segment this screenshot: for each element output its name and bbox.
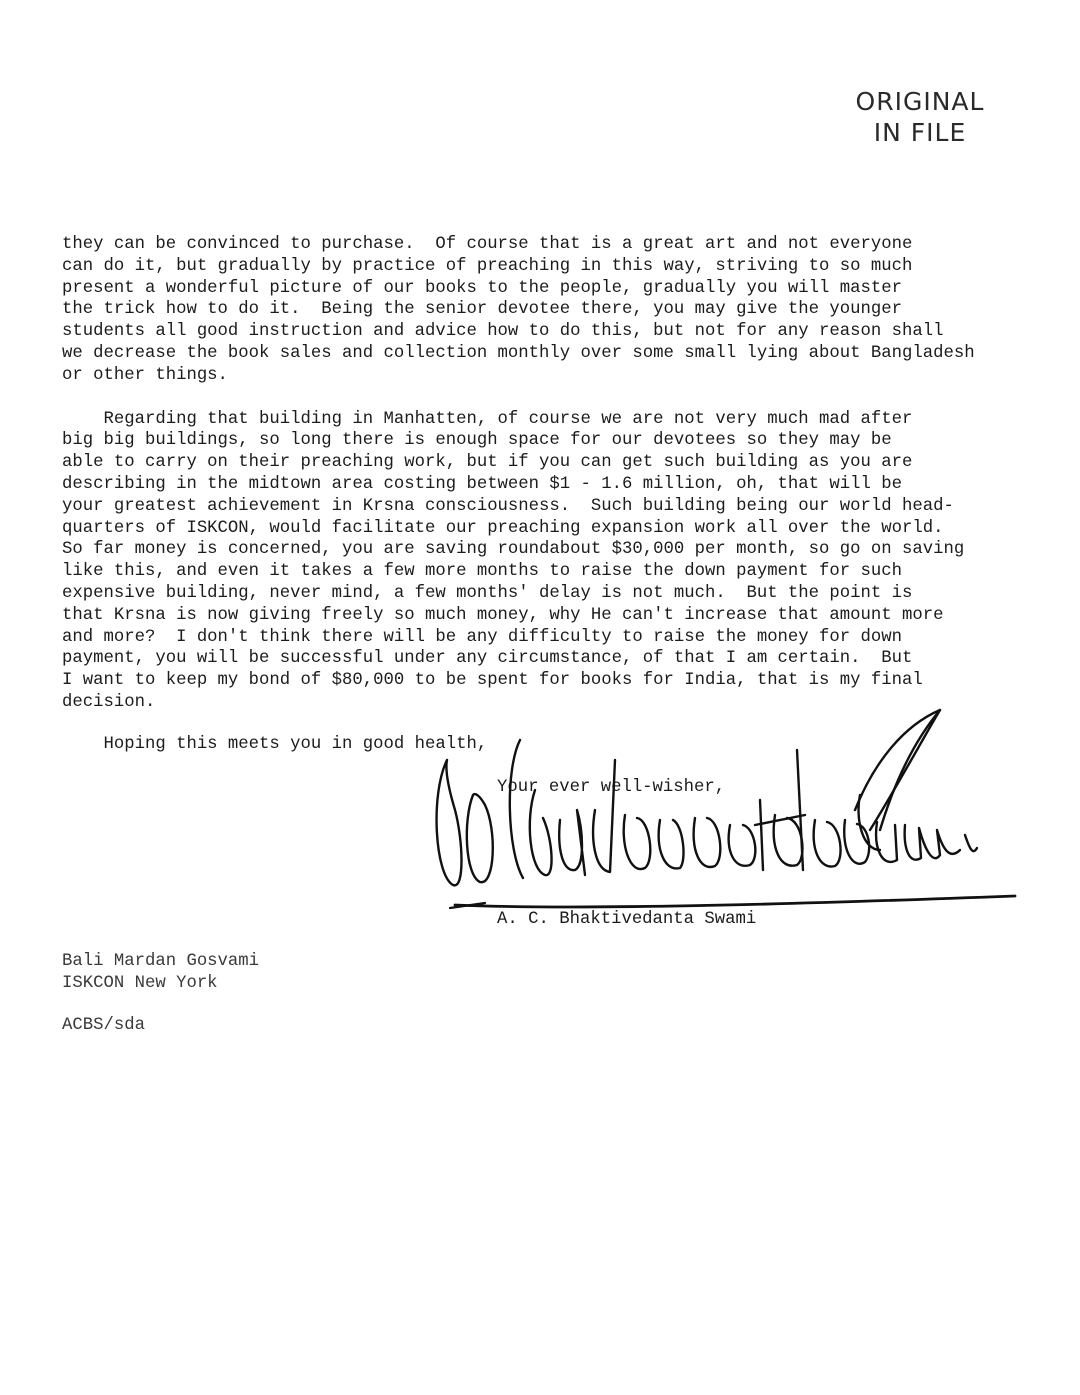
- paragraph-1: [62, 234, 1072, 387]
- text-line: I want to keep my bond of $80,000 to be spent for books for India, that is my final: [62, 671, 923, 691]
- text-line: that Krsna is now giving freely so much money, why He can't increase that amount more: [62, 605, 944, 625]
- text-line: and more? I don't think there will be any difficulty to raise the money for down: [62, 627, 903, 647]
- text-line: they can be convinced to purchase. Of course that is a great art and not everyone: [62, 235, 913, 254]
- text-line: expensive building, never mind, a few months' delay is not much. But the point is: [62, 583, 913, 603]
- text-line: quarters of ISKCON, would facilitate our preaching expansion work all over the world.: [62, 518, 944, 538]
- text-line: describing in the midtown area costing between $1 - 1.6 million, oh, that will be: [62, 474, 903, 494]
- text-line: decision.: [62, 692, 156, 712]
- text-line: able to carry on their preaching work, but if you can get such building as you are: [62, 453, 913, 473]
- text-line: Regarding that building in Manhatten, of course we are not very much mad after: [62, 409, 913, 429]
- letter-body: [62, 234, 1072, 736]
- valediction: Your ever well-wisher,: [497, 778, 726, 797]
- text-line: or other things.: [62, 365, 228, 385]
- closing-wish: Hoping this meets you in good health,: [62, 735, 488, 754]
- text-line: So far money is concerned, you are saving roundabout $30,000 per month, so go on saving: [62, 540, 965, 560]
- text-line: can do it, but gradually by practice of preaching in this way, striving to so much: [62, 256, 913, 276]
- text-line: like this, and even it takes a few more months to raise the down payment for such: [62, 562, 903, 582]
- text-line: your greatest achievement in Krsna consciousness. Such building being our world head-: [62, 496, 954, 516]
- stamp-line-1: ORIGINAL: [855, 87, 985, 116]
- text-line: payment, you will be successful under any circumstance, of that I am certain. But: [62, 649, 913, 669]
- paragraph-2: [62, 409, 1072, 736]
- text-line: students all good instruction and advice how to do this, but not for any reason shall: [62, 322, 944, 342]
- text-line: present a wonderful picture of our books to the people, gradually you will master: [62, 278, 903, 298]
- recipient-location: ISKCON New York: [62, 974, 218, 993]
- reference-code: ACBS/sda: [62, 1016, 145, 1035]
- handwritten-signature: [425, 700, 1025, 920]
- stamp-line-2: IN FILE: [873, 118, 967, 147]
- recipient-block: [62, 951, 259, 995]
- signatory-name: A. C. Bhaktivedanta Swami: [497, 910, 757, 929]
- text-line: we decrease the book sales and collection monthly over some small lying about Bangladesh: [62, 343, 975, 363]
- recipient-name: Bali Mardan Gosvami: [62, 952, 260, 971]
- text-line: big big buildings, so long there is enough space for our devotees so they may be: [62, 431, 892, 451]
- original-in-file-stamp: [845, 86, 995, 148]
- text-line: the trick how to do it. Being the senior devotee there, you may give the younger: [62, 300, 903, 320]
